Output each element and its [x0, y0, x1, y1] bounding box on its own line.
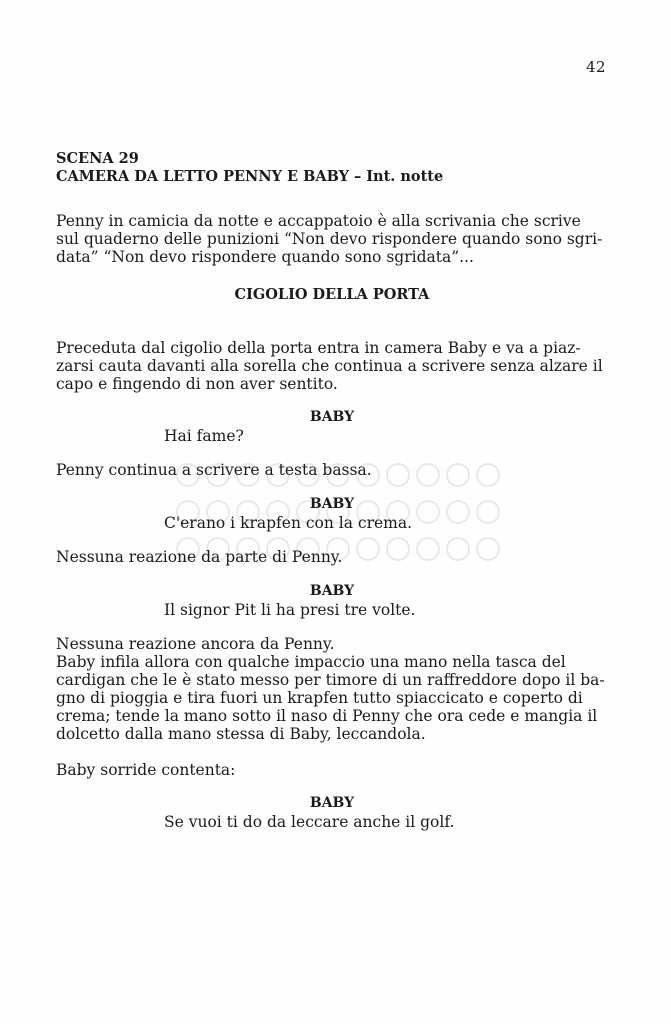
dialogue-line: Il signor Pit li ha presi tre volte. [164, 601, 416, 619]
scene-title: CAMERA DA LETTO PENNY E BABY – Int. notte [56, 168, 444, 185]
scene-header [56, 150, 616, 186]
paragraph-line: Baby infila allora con qualche impaccio una mano nella tasca del [56, 653, 566, 671]
paragraph-line: data” “Non devo rispondere quando sono sgridata”... [56, 248, 474, 266]
scene-number: SCENA 29 [56, 150, 139, 167]
paragraph-4: Nessuna reazione da parte di Penny. [56, 548, 343, 566]
dialogue-line: Hai fame? [164, 427, 244, 445]
page-number: 42 [586, 58, 607, 76]
paragraph-2 [56, 339, 608, 393]
paragraph-line: gno di pioggia e tira fuori un krapfen tutto spiaccicato e coperto di [56, 689, 583, 707]
character-name: BABY [309, 795, 355, 811]
paragraph-line: capo e fingendo di non aver sentito. [56, 375, 338, 393]
paragraph-line: Penny in camicia da notte e accappatoio è alla scrivania che scrive [56, 212, 581, 230]
paragraph-1 [56, 212, 608, 266]
dialogue-line: C'erano i krapfen con la crema. [164, 514, 413, 532]
dialogue-line: Se vuoi ti do da leccare anche il golf. [164, 813, 455, 831]
paragraph-6: Baby sorride contenta: [56, 761, 236, 779]
paragraph-line: cardigan che le è stato messo per timore di un raffreddore dopo il ba- [56, 671, 605, 689]
paragraph-line: crema; tende la mano sotto il naso di Penny che ora cede e mangia il [56, 707, 598, 725]
paragraph-line: Nessuna reazione ancora da Penny. [56, 635, 335, 653]
sound-heading: CIGOLIO DELLA PORTA [234, 286, 430, 303]
paragraph-line: sul quaderno delle punizioni “Non devo rispondere quando sono sgri- [56, 230, 603, 248]
paragraph-line: dolcetto dalla mano stessa di Baby, leccandola. [56, 725, 426, 743]
paragraph-5 [56, 635, 608, 743]
character-name: BABY [309, 496, 355, 512]
paragraph-line: zarsi cauta davanti alla sorella che continua a scrivere senza alzare il [56, 357, 603, 375]
character-name: BABY [309, 583, 355, 599]
paragraph-3: Penny continua a scrivere a testa bassa. [56, 461, 372, 479]
character-name: BABY [309, 409, 355, 425]
paragraph-line: Preceduta dal cigolio della porta entra in camera Baby e va a piaz- [56, 339, 581, 357]
